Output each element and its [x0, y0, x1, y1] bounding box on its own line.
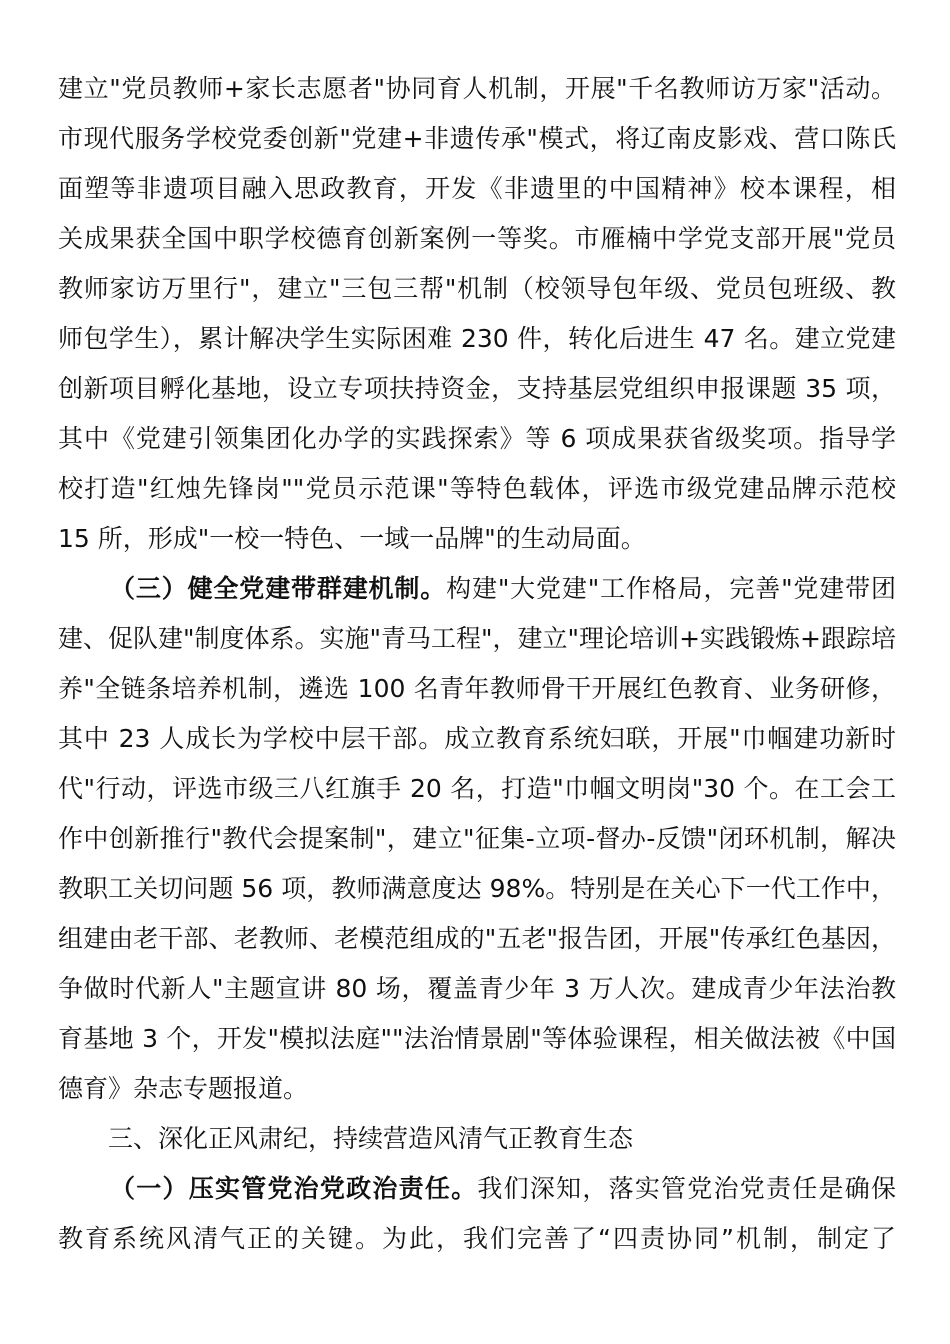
section3-line: 组建由老干部、老教师、老模范组成的"五老"报告团，开展"传承红色基因，	[58, 924, 896, 953]
sub1-line: 教育系统风清气正的关键。为此，我们完善了“四责协同”机制，制定了	[58, 1224, 896, 1253]
section3-line: 德育》杂志专题报道。	[58, 1074, 309, 1103]
section3-heading: （三）健全党建带群建机制。	[110, 574, 447, 603]
document-body	[58, 64, 896, 1264]
body-line: 其中《党建引领集团化办学的实践探索》等 6 项成果获省级奖项。指导学	[58, 424, 896, 453]
section3-line: 教职工关切问题 56 项，教师满意度达 98%。特别是在关心下一代工作中，	[58, 874, 896, 903]
body-line: 教师家访万里行"，建立"三包三帮"机制（校领导包年级、党员包班级、教	[58, 274, 896, 303]
section3-line: 争做时代新人"主题宣讲 80 场，覆盖青少年 3 万人次。建成青少年法治教	[58, 974, 896, 1003]
body-line: 市现代服务学校党委创新"党建+非遗传承"模式，将辽南皮影戏、营口陈氏	[58, 124, 896, 153]
sub1-heading: （一）压实管党治党政治责任。	[110, 1174, 478, 1203]
body-line: 面塑等非遗项目融入思政教育，开发《非遗里的中国精神》校本课程，相	[58, 174, 896, 203]
section3-first-line	[58, 564, 896, 614]
body-line: 关成果获全国中职学校德育创新案例一等奖。市雁楠中学党支部开展"党员	[58, 224, 896, 253]
section3-line: 建、促队建"制度体系。实施"青马工程"，建立"理论培训+实践锻炼+跟踪培	[58, 624, 896, 653]
section3-line: 代"行动，评选市级三八红旗手 20 名，打造"巾帼文明岗"30 个。在工会工	[58, 774, 896, 803]
section3-line: 其中 23 人成长为学校中层干部。成立教育系统妇联，开展"巾帼建功新时	[58, 724, 896, 753]
sub1-first-line	[58, 1164, 896, 1214]
section3-line: 作中创新推行"教代会提案制"，建立"征集-立项-督办-反馈"闭环机制，解决	[58, 824, 896, 853]
part3-title: 三、深化正风肃纪，持续营造风清气正教育生态	[108, 1124, 634, 1153]
body-line: 校打造"红烛先锋岗""党员示范课"等特色载体，评选市级党建品牌示范校	[58, 474, 896, 503]
body-line: 师包学生），累计解决学生实际困难 230 件，转化后进生 47 名。建立党建	[58, 324, 896, 353]
section3-line: 育基地 3 个，开发"模拟法庭""法治情景剧"等体验课程，相关做法被《中国	[58, 1024, 896, 1053]
body-line: 建立"党员教师+家长志愿者"协同育人机制，开展"千名教师访万家"活动。	[58, 74, 896, 103]
sub1-first-line-text: 我们深知，落实管党治党责任是确保	[477, 1174, 896, 1203]
body-line: 15 所，形成"一校一特色、一域一品牌"的生动局面。	[58, 524, 646, 553]
body-line: 创新项目孵化基地，设立专项扶持资金，支持基层党组织申报课题 35 项，	[58, 374, 896, 403]
section3-line: 养"全链条培养机制，遴选 100 名青年教师骨干开展红色教育、业务研修，	[58, 674, 896, 703]
section3-first-line-text: 构建"大党建"工作格局，完善"党建带团	[446, 574, 896, 603]
